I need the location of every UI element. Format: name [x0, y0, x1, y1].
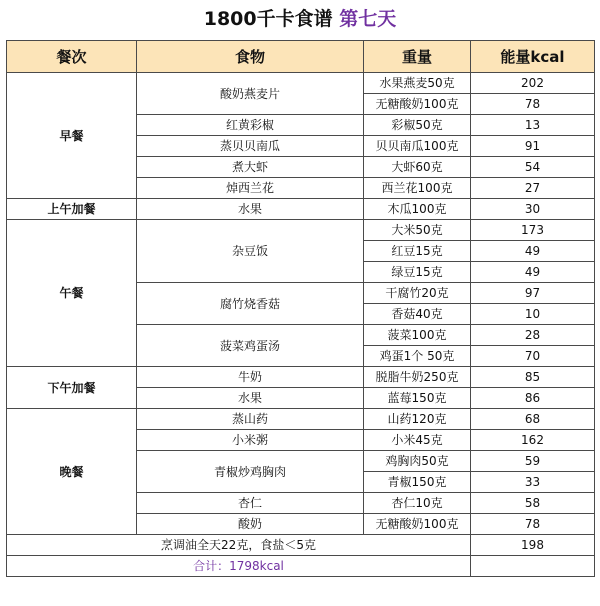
table-header-row — [7, 41, 595, 73]
food-cell: 菠菜鸡蛋汤 — [137, 325, 364, 367]
weight-cell: 水果燕麦50克 — [364, 73, 471, 94]
weight-cell: 西兰花100克 — [364, 178, 471, 199]
kcal-cell: 78 — [471, 94, 595, 115]
food-cell: 蒸山药 — [137, 409, 364, 430]
kcal-cell: 33 — [471, 472, 595, 493]
weight-cell: 脱脂牛奶250克 — [364, 367, 471, 388]
kcal-cell: 58 — [471, 493, 595, 514]
food-cell: 焯西兰花 — [137, 178, 364, 199]
food-cell: 腐竹烧香菇 — [137, 283, 364, 325]
weight-cell: 绿豆15克 — [364, 262, 471, 283]
kcal-cell: 91 — [471, 136, 595, 157]
total-empty-cell — [471, 556, 595, 577]
weight-cell: 贝贝南瓜100克 — [364, 136, 471, 157]
weight-cell: 香菇40克 — [364, 304, 471, 325]
weight-cell: 红豆15克 — [364, 241, 471, 262]
weight-cell: 鸡蛋1个 50克 — [364, 346, 471, 367]
weight-cell: 无糖酸奶100克 — [364, 94, 471, 115]
meal-cell: 上午加餐 — [7, 199, 137, 220]
header-weight: 重量 — [364, 41, 471, 73]
food-cell: 牛奶 — [137, 367, 364, 388]
kcal-cell: 59 — [471, 451, 595, 472]
weight-cell: 菠菜100克 — [364, 325, 471, 346]
weight-cell: 山药120克 — [364, 409, 471, 430]
weight-cell: 蓝莓150克 — [364, 388, 471, 409]
table-body — [7, 73, 595, 535]
weight-cell: 木瓜100克 — [364, 199, 471, 220]
kcal-cell: 49 — [471, 241, 595, 262]
table-row — [7, 73, 595, 94]
food-cell: 煮大虾 — [137, 157, 364, 178]
weight-cell: 大米50克 — [364, 220, 471, 241]
weight-cell: 小米45克 — [364, 430, 471, 451]
food-cell: 酸奶 — [137, 514, 364, 535]
food-cell: 杂豆饭 — [137, 220, 364, 283]
recipe-table — [6, 40, 595, 577]
kcal-cell: 97 — [471, 283, 595, 304]
weight-cell: 杏仁10克 — [364, 493, 471, 514]
oil-salt-row — [7, 535, 595, 556]
kcal-cell: 202 — [471, 73, 595, 94]
kcal-cell: 10 — [471, 304, 595, 325]
table-row — [7, 199, 595, 220]
food-cell: 水果 — [137, 199, 364, 220]
weight-cell: 大虾60克 — [364, 157, 471, 178]
meal-cell: 晚餐 — [7, 409, 137, 535]
kcal-cell: 70 — [471, 346, 595, 367]
header-meal: 餐次 — [7, 41, 137, 73]
kcal-cell: 85 — [471, 367, 595, 388]
weight-cell: 青椒150克 — [364, 472, 471, 493]
kcal-cell: 27 — [471, 178, 595, 199]
weight-cell: 鸡胸肉50克 — [364, 451, 471, 472]
title-main: 1800千卡食谱 — [203, 8, 333, 30]
total-text: 合计：1798kcal — [7, 556, 471, 577]
kcal-cell: 86 — [471, 388, 595, 409]
table-row — [7, 367, 595, 388]
food-cell: 酸奶燕麦片 — [137, 73, 364, 115]
header-food: 食物 — [137, 41, 364, 73]
meal-cell: 下午加餐 — [7, 367, 137, 409]
meal-cell: 早餐 — [7, 73, 137, 199]
oil-salt-text: 烹调油全天22克，食盐＜5克 — [7, 535, 471, 556]
food-cell: 杏仁 — [137, 493, 364, 514]
total-row — [7, 556, 595, 577]
kcal-cell: 162 — [471, 430, 595, 451]
page-title — [0, 6, 600, 32]
food-cell: 青椒炒鸡胸肉 — [137, 451, 364, 493]
table-row — [7, 409, 595, 430]
food-cell: 红黄彩椒 — [137, 115, 364, 136]
food-cell: 蒸贝贝南瓜 — [137, 136, 364, 157]
weight-cell: 无糖酸奶100克 — [364, 514, 471, 535]
header-kcal: 能量kcal — [471, 41, 595, 73]
title-day: 第七天 — [339, 8, 397, 30]
oil-salt-kcal: 198 — [471, 535, 595, 556]
kcal-cell: 28 — [471, 325, 595, 346]
kcal-cell: 30 — [471, 199, 595, 220]
kcal-cell: 49 — [471, 262, 595, 283]
kcal-cell: 78 — [471, 514, 595, 535]
kcal-cell: 68 — [471, 409, 595, 430]
weight-cell: 干腐竹20克 — [364, 283, 471, 304]
kcal-cell: 173 — [471, 220, 595, 241]
table-row — [7, 220, 595, 241]
kcal-cell: 13 — [471, 115, 595, 136]
kcal-cell: 54 — [471, 157, 595, 178]
food-cell: 水果 — [137, 388, 364, 409]
meal-cell: 午餐 — [7, 220, 137, 367]
food-cell: 小米粥 — [137, 430, 364, 451]
weight-cell: 彩椒50克 — [364, 115, 471, 136]
